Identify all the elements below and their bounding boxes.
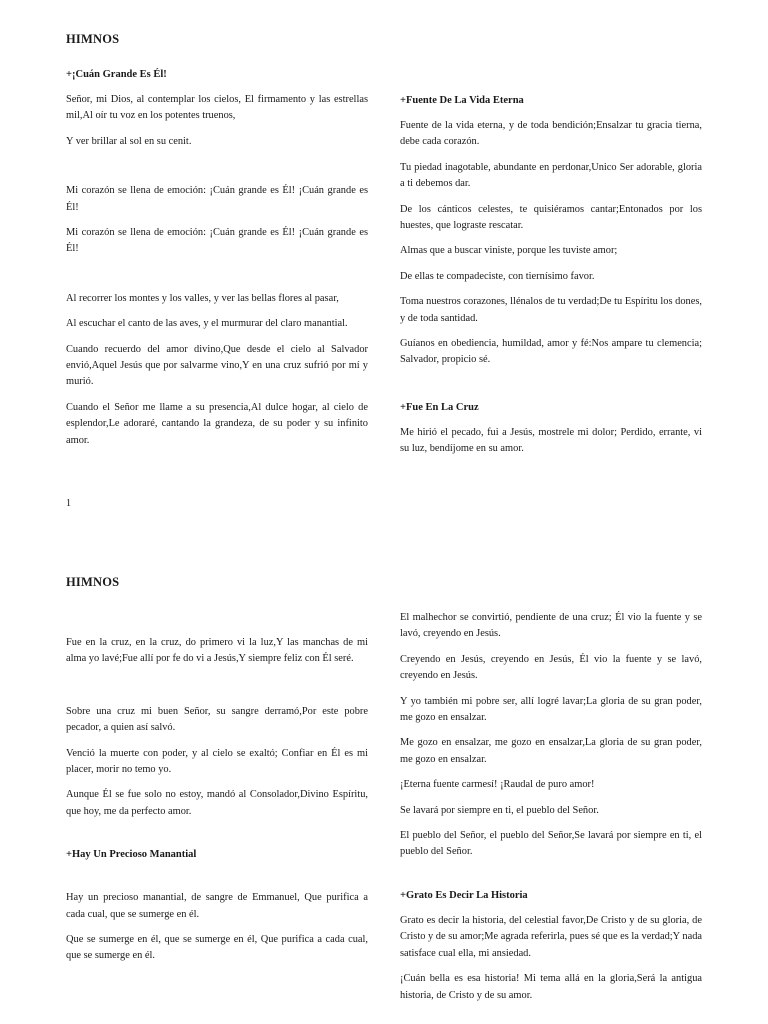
verse: Guíanos en obediencia, humildad, amor y fé:Nos ampare tu clemencia; Salvador, propicio sé. bbox=[400, 338, 702, 366]
verse: Sobre una cruz mi buen Señor, su sangre derramó,Por este pobre pecador, a quien así salvó. bbox=[66, 705, 368, 734]
verse: Almas que a buscar viniste, porque les tuviste amor; bbox=[400, 245, 618, 257]
verse: Fuente de la vida eterna, y de toda bendición;Ensalzar tu gracia tierna, debe cada corazón. bbox=[400, 120, 702, 148]
verse: De los cánticos celestes, te quisiéramos cantar;Entonados por los huestes, que lograste rescatar. bbox=[400, 203, 702, 232]
page-header: HIMNOS bbox=[66, 575, 120, 589]
verse: Me hirió el pecado, fui a Jesús, mostrele mi dolor; Perdido, errante, vi su luz, bendíjome en su amor. bbox=[400, 426, 702, 455]
chorus: Me gozo en ensalzar, me gozo en ensalzar,La gloria de su gran poder, me gozo en ensalzar. bbox=[400, 737, 702, 765]
chorus: ¡Cuán bella es esa historia! Mi tema allá en la gloria,Será la antigua historia, de Cristo y de su amor. bbox=[400, 973, 702, 1001]
verse: Y yo también mi pobre ser, allí logré lavar;La gloria de su gran poder, me gozo en ensalzar. bbox=[400, 695, 702, 724]
hymn-title: +Hay Un Precioso Manantial bbox=[66, 849, 197, 861]
verse: Cuando recuerdo del amor divino,Que desde el cielo al Salvador envió,Aquel Jesús que por salvarme vino,Y en una cruz sufrió por mí y murió. bbox=[66, 343, 368, 388]
chorus: Mi corazón se llena de emoción: ¡Cuán grande es Él! ¡Cuán grande es Él! bbox=[66, 227, 368, 255]
page-number: 1 bbox=[66, 498, 71, 509]
verse: Señor, mi Dios, al contemplar los cielos, El firmamento y las estrellas mil,Al oír tu voz en los potentes truenos, bbox=[66, 94, 368, 122]
verse: Aunque Él se fue solo no estoy, mandó al Consolador,Divino Espíritu, que hoy, me da perfecto amor. bbox=[66, 789, 368, 817]
verse: De ellas te compadeciste, con tiernísimo favor. bbox=[400, 270, 595, 282]
verse: Y ver brillar al sol en su cenit. bbox=[66, 135, 192, 147]
verse: Se lavará por siempre en ti, el pueblo del Señor. bbox=[400, 804, 599, 816]
hymn-title: +Fue En La Cruz bbox=[400, 401, 479, 413]
hymn-title: +¡Cuán Grande Es Él! bbox=[66, 69, 167, 80]
verse: Grato es decir la historia, del celestial favor,De Cristo y de su gloria, de Cristo y de su amor;Me agrada referirla, pues sé que es la verdad;Y nada satisface cual ella, mi ansiedad. bbox=[400, 914, 702, 959]
verse: Cuando el Señor me llame a su presencia,Al dulce hogar, al cielo de esplendor,Le adoraré, cantando la grandeza, de su poder y su infinito amor. bbox=[66, 401, 368, 446]
verse: ¡Eterna fuente carmesí! ¡Raudal de puro amor! bbox=[400, 779, 595, 791]
page2-left-column bbox=[66, 635, 368, 974]
page1-right-column bbox=[400, 93, 702, 467]
page2-right-column bbox=[400, 610, 702, 1013]
page1-left-column bbox=[66, 67, 368, 458]
verse: Toma nuestros corazones, llénalos de tu verdad;De tu Espíritu los dones, y de toda santidad. bbox=[400, 296, 702, 324]
verse: Al recorrer los montes y los valles, y ver las bellas flores al pasar, bbox=[66, 292, 339, 304]
chorus: El pueblo del Señor, el pueblo del Señor,Se lavará por siempre en ti, el pueblo del Señor. bbox=[400, 830, 702, 858]
hymn-title: +Fuente De La Vida Eterna bbox=[400, 95, 524, 106]
verse: Venció la muerte con poder, y al cielo se exaltó; Confiar en Él es mi placer, morir no temo yo. bbox=[66, 747, 368, 776]
page-header: HIMNOS bbox=[66, 32, 120, 46]
chorus: Fue en la cruz, en la cruz, do primero vi la luz,Y las manchas de mi alma yo lavé;Fue allí por fe do vi a Jesús,Y siempre feliz con Él seré. bbox=[66, 637, 368, 665]
chorus: Creyendo en Jesús, creyendo en Jesús, Él vio la fuente y se lavó, creyendo en Jesús. bbox=[400, 653, 702, 682]
hymn-title: +Grato Es Decir La Historia bbox=[400, 889, 528, 901]
chorus: Que se sumerge en él, que se sumerge en él, Que purifica a cada cual, que se sumerge en él. bbox=[66, 934, 368, 962]
verse: El malhechor se convirtió, pendiente de una cruz; Él vio la fuente y se lavó, creyendo en Jesús. bbox=[400, 612, 702, 640]
verse: Hay un precioso manantial, de sangre de Emmanuel, Que purifica a cada cual, que se sumerge en él. bbox=[66, 892, 368, 920]
verse: Tu piedad inagotable, abundante en perdonar,Unico Ser adorable, gloria a ti debemos dar. bbox=[400, 161, 702, 190]
chorus: Mi corazón se llena de emoción: ¡Cuán grande es Él! ¡Cuán grande es Él! bbox=[66, 185, 368, 213]
verse: Al escuchar el canto de las aves, y el murmurar del claro manantial. bbox=[66, 318, 348, 330]
